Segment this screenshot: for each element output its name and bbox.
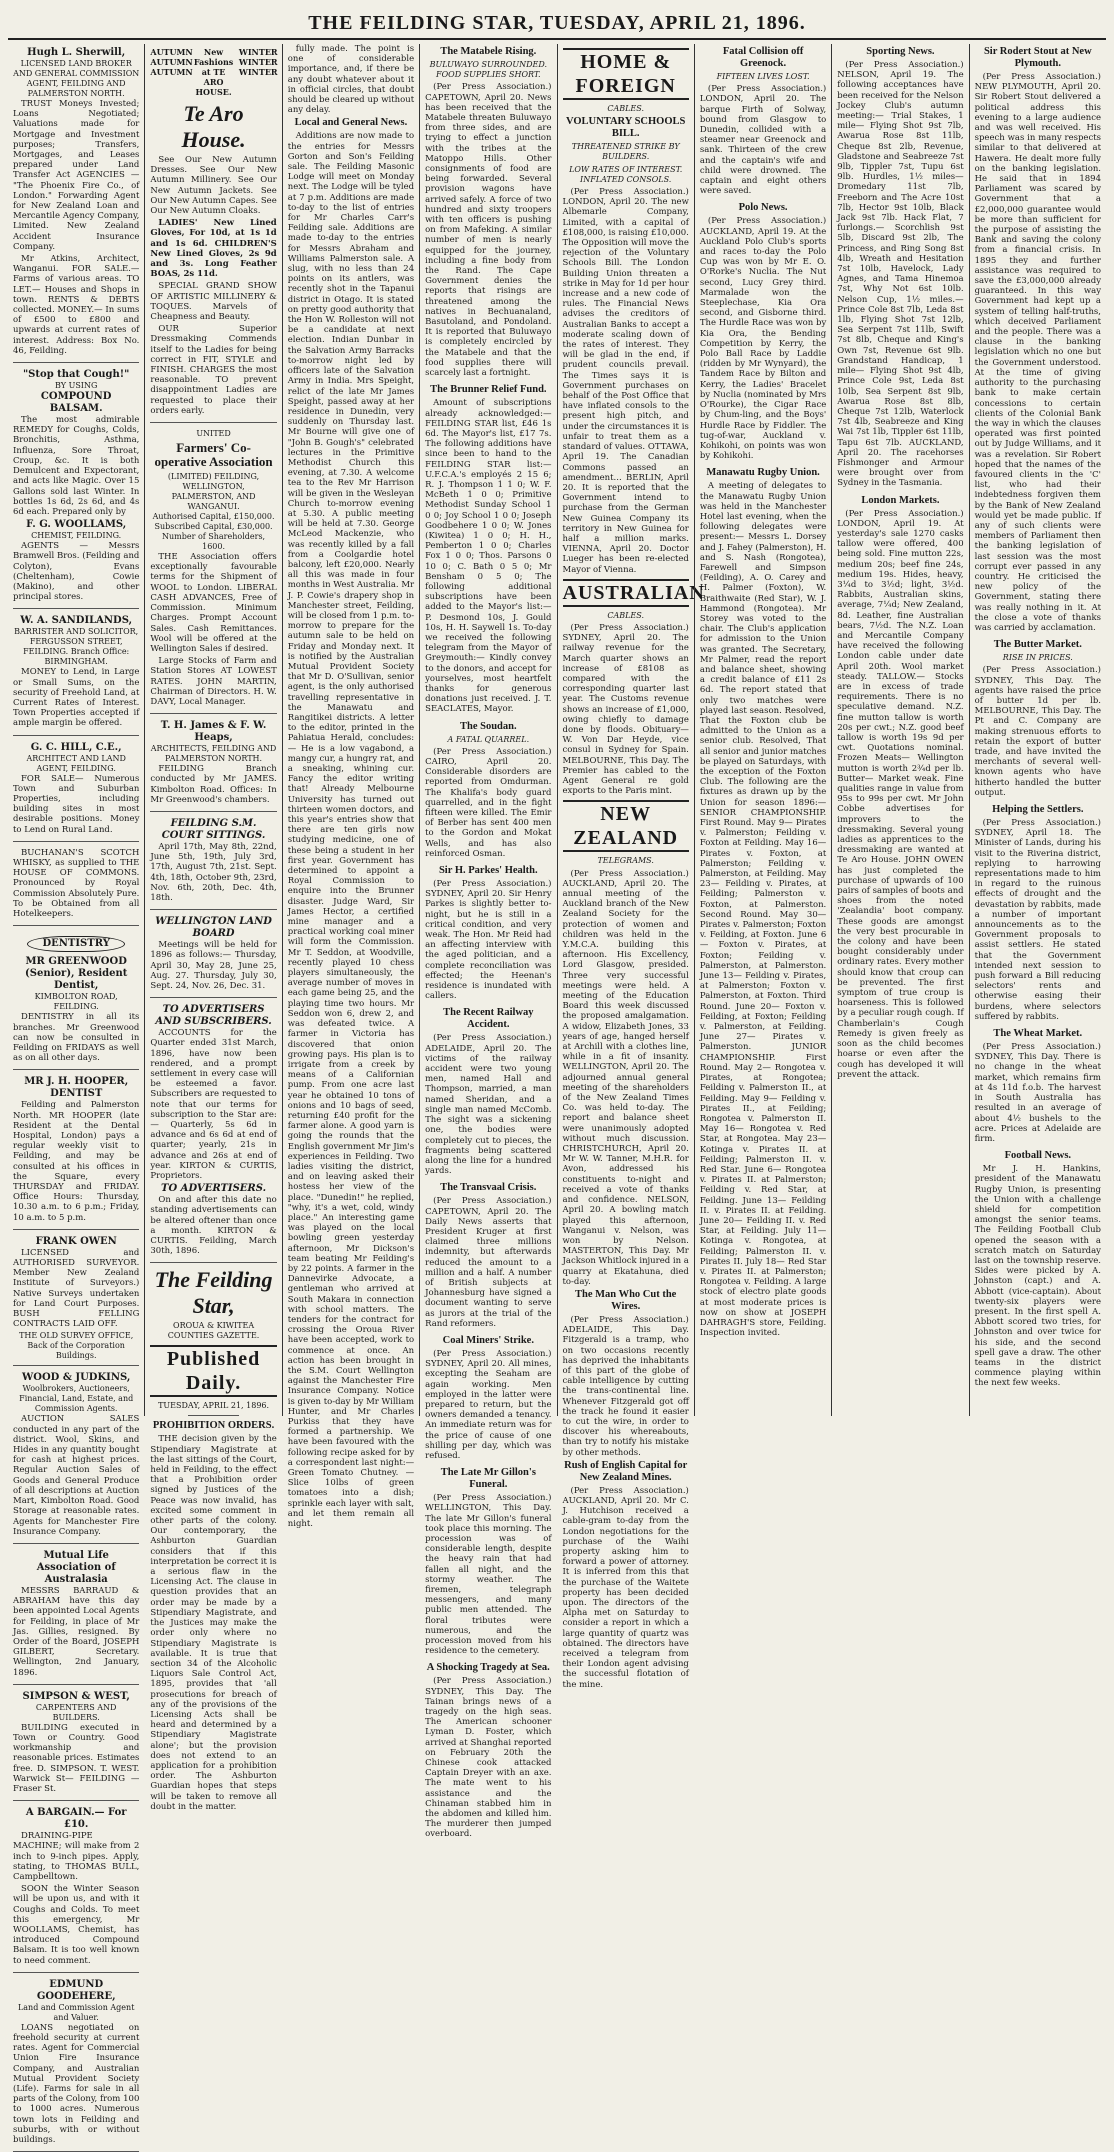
ad-text: See Our New Autumn Dresses. See Our New Autumn Millinery. See Our New Autumn Jackets. See Our New Autumn Capes. See Our New Autumn Cloaks. <box>150 155 277 217</box>
article <box>425 46 551 378</box>
banner-subtitle: CABLES. <box>607 104 645 113</box>
ad-text: BUILDING executed in Town or Country. Good workmanship and reasonable prices. Estimates free. D. SIMPSON. T. WEST. Warwick St— FEILDING — Fraser St. <box>13 1722 140 1794</box>
ad-advertisers <box>150 1001 276 1263</box>
banner-mid: New Fashions at TE ARO HOUSE. <box>193 47 234 97</box>
ad-text: DRAINING-PIPE MACHINE; will make from 2 inch to 9-inch pipes. Apply, stating, to THOMAS BULL, Campbelltown. <box>13 1831 140 1882</box>
article-heading: Polo News. <box>738 202 788 214</box>
ad-court-sittings <box>150 815 276 910</box>
article <box>700 467 826 1338</box>
ad-land-board <box>150 913 276 998</box>
article-text: (Per Press Association.) AUCKLAND, April 19. At the Auckland Polo Club's sports and races to-day the Polo Cup was won by Mr E. O. O'Rorke's Nuclia. The Nut second, Lucy Grey third. Marmalade won the Steeplechase, Kia Ora second, and Gisborne third. The Hurdle Race was won by Kia Ora, the Bending Competition by Kerry, the Polo Ball Race by Laddie (ridden by Mr Wynyard), the Tandem Race by Bilton and Kerry, the Ladies' Bracelet by Nuclia (nominated by Mrs O'Rourke), the Cigar Race by Chum-ling, and the Boys' Hurdle Race by Fiddler. The tug-of-war, Auckland v. Kohikohi, on points was won by Kohikohi. <box>699 216 827 462</box>
ad-name: Hugh L. Sherwill, <box>27 47 126 58</box>
paper-date: TUESDAY, APRIL 21, 1896. <box>158 1401 270 1411</box>
te-aro-banner-row <box>150 47 276 97</box>
ad-text: The most admirable REMEDY for Coughs, Colds, Bronchitis, Asthma, Influenza, Sore Throat, Croup, &c. It is both Demulcent and Expectorant, and acts like Magic. Over 15 Gallons sold last Winter. In bottles 1s 6d, 2s 6d, and 4s 6d each. Prepared only by <box>13 415 140 517</box>
columns <box>8 44 1106 2146</box>
article-text: (Per Press Association.) CAPETOWN, April 20. The Daily News asserts that President Kruger at first claimed three millions indemnity, but afterwards reduced the amount to a million and a half. A number of British subjects at Johannesburg have signed a document wanting to serve as jurors at the trial of the Rand reformers. <box>425 1196 552 1329</box>
column-8 <box>969 44 1106 1416</box>
ad-name: FEILDING S.M. COURT SITTINGS. <box>161 817 266 841</box>
paper-subtitle: OROUA & KIWITEA COUNTIES GAZETTE. <box>167 1321 260 1341</box>
new-zealand-banner: NEW ZEALAND <box>563 800 689 852</box>
article-text: (Per Press Association.) LONDON, April 19. At yesterday's sale 1270 casks tallow were offered, 400 being sold. Fine mutton 22s, medium 20s; beef fine 24s, medium 19s. Hides, heavy, 3¼d to 3½d; light, 3½d. Rabbits, Australian skins, average, 7¼d; New Zealand, 8d. Leather, fine Australian bears, 7½d. The N.Z. Loan and Mercantile Company have received the following London cable under date April 20th. Wool market steady. TALLOW.— Stocks are in excess of trade requirements. There is no speculative demand. N.Z. fine mutton tallow is worth 20s per cwt.; N.Z. good beef tallow is worth 19s 9d per cwt. Quotations nominal. Frozen Meats— Wellington mutton is worth 2¾d per lb. Butter— Market weak. Fine qualities range in value from 95s to 99s per cwt. Mr John Cobbe advertises for improvers to the dressmaking. Several young ladies as apprentices to the dressmaking are wanted at Te Aro House. JOHN OWEN has just completed the purchase of upwards of 100 pairs of samples of boots and shoes from the noted 'Zealandia' boot company. These goods are amongst the very best procurable in the colony and have been bought considerably under ordinary rates. Every mother should know that croup can be prevented. The first symptom of true croup is hoarseness. This is followed by a peculiar rough cough. If Chamberlain's Cough Remedy is given freely as soon as the child becomes hoarse or even after the cough has developed it will prevent the attack. <box>837 508 964 1080</box>
ad-name: "Stop that Cough!" <box>22 369 130 381</box>
ad-simpson-west <box>13 1688 139 1801</box>
article-text: (Per Press Association.) ADELAIDE, This Day. Fitzgerald is a tramp, who on two occasions recently has deprived the inhabitants of this part of the globe of cable intelligence by cutting the trans-continental line. Whenever Fitzgerald got off the track he found it easier to cut the wire, in order to discover his whereabouts, than try to notify his mistake by other methods. <box>562 1314 689 1458</box>
ad-hill <box>13 739 139 842</box>
article-heading: The Transvaal Crisis. <box>440 1182 537 1194</box>
ad-text: April 17th, May 8th, 22nd, June 5th, 19th, July 3rd, 17th, August 7th, 21st. Sept. 4th, 18th, October 9th, 23rd, Nov. 6th, 20th, Dec. 4th, 18th. <box>150 841 277 903</box>
article <box>837 495 963 1080</box>
ad-text: BUCHANAN'S SCOTCH WHISKY, as supplied to THE HOUSE OF COMMONS. Pronounced by Royal Commission Absolutely Pure. To be Obtained from all Hotelkeepers. <box>13 847 140 919</box>
ad-text: SOON the Winter Season will be upon us, and with it Coughs and Colds. To meet this emergency, Mr WOOLLAMS, Chemist, has introduced Compound Balsam. It is too well known to need comment. <box>13 1884 140 1966</box>
ad-text: ACCOUNTS for the Quarter ended 31st March, 1896, have now been rendered, and a prompt settlement in every case will be esteemed a favor. Subscribers are requested to note that our terms for subscription to the Star are:— Quarterly, 5s 6d in advance and 6s 6d at end of quarter; yearly, 21s in advance and 26s at end of year. KIRTON & CURTIS, Proprietors. <box>150 1028 277 1182</box>
ad-whisky <box>13 845 139 926</box>
ad-subtitle: UNITED <box>196 429 231 439</box>
ad-text: FOR SALE— Numerous Town and Suburban Properties, including building sites in most desirable positions. Money to Lend on Rural Land. <box>13 773 140 835</box>
ad-balsam <box>13 366 139 609</box>
masthead-title: THE FEILDING STAR, TUESDAY, APRIL 21, 1896. <box>308 12 806 34</box>
article-heading: VOLUNTARY SCHOOLS BILL. <box>566 116 686 140</box>
ad-text: LADIES' New Lined Gloves, For 10d, at 1s 1d and 1s 6d. CHILDREN'S New Lined Gloves, 2s 9d and 3s. Long Feather BOAS, 2s 11d. <box>150 218 277 280</box>
ad-name: MR GREENWOOD (Senior), Resident Dentist, <box>25 956 128 992</box>
article-text: (Per Press Association.) CAIRO, April 20. Considerable disorders are reported from Omdurman. The Khalifa's body guard quarrelled, and in the fight fifteen were killed. The Emir of Berber has sent 400 men to the Gordon and Mokat Wells, and has also reinforced Osman. <box>425 746 552 859</box>
home-foreign-banner: HOME & FOREIGN <box>563 48 689 100</box>
ad-greenwood <box>13 929 139 1070</box>
article-heading: The Butter Market. <box>993 639 1082 651</box>
ad-name: Farmers' Co-operative Association <box>154 440 273 470</box>
article-heading: Sir Rodert Stout at New Plymouth. <box>983 46 1092 69</box>
column-7 <box>831 44 968 1416</box>
article-text: Mr J. H. Hankins, president of the Manawatu Rugby Union, is presenting the Union with a challenge shield for competition amongst the senior teams. The Feilding Football Club opened the season with a scratch match on Saturday last on the township reserve. Sides were picked by A. Johnston (capt.) and A. Abbott (vice-captain). About twenty-six players were present. In the first spell A. Abbott scored two tries, for Johnston and over twice for his side, and the second spell gave a draw. The other teams in the district commence playing within the next few weeks. <box>974 1164 1101 1389</box>
article-heading: The Brunner Relief Fund. <box>430 384 547 396</box>
column-1 <box>8 44 144 2146</box>
article-subheading: LOW RATES OF INTEREST. INFLATED CONSOLS. <box>569 164 683 184</box>
ad-name: TO ADVERTISERS. <box>161 1183 267 1195</box>
divider <box>188 1415 239 1416</box>
column-6 <box>694 44 831 1416</box>
article <box>975 639 1101 798</box>
article-text: (Per Press Association.) ADELAIDE, April 20. The victims of the railway accident were two young men, named Hall and Thompson, married, a man named Sheridan, and a single man named McComb. The sight was a sickening one, the bodies were completely cut to pieces, the fragments being scattered along the line for a hundred yards. <box>425 1033 552 1177</box>
article-subheading: RISE IN PRICES. <box>1002 653 1073 663</box>
ad-product: COMPOUND BALSAM. <box>40 391 112 415</box>
column-5 <box>557 44 705 1690</box>
column-4 <box>419 44 556 1840</box>
ad-chemist: F. G. WOOLLAMS, <box>26 519 127 531</box>
column-2 <box>144 44 281 1812</box>
article-text: (Per Press Association.) SYDNEY, April 20. Sir Henry Parkes is slightly better to-night, but he is still in a critical condition, and very weak. The Hon. Mr Reid had an affecting interview with the aged politician, and a complete reconciliation was effected; the Heenan's residence is inundated with callers. <box>425 879 552 1002</box>
article <box>975 804 1101 1022</box>
article <box>425 1007 551 1176</box>
ad-name: FRANK OWEN <box>35 1235 117 1247</box>
article-text: (Per Press Association.) NEW PLYMOUTH, April 20. Sir Robert Stout delivered a political address this evening to a large audience and was well received. His speech was in many respects similar to that delivered at Hawera. He dealt more fully on the banking legislation. He said that in 1894 Parliament was scared by Government that a £2,000,000 guarantee would be more than sufficient for the purpose of assisting the Bank and saving the colony from a financial crisis. In 1895 they and further assistance was required to save the £3,000,000 already guaranteed. In this way Government had kept up a system of telling half-truths, which deceived Parliament and the people. There was a clause in the banking legislation which no one but the Government understood. At the time of giving authority to the purchasing bank to make certain concessions to certain clients of the Colonial Bank the way in which the clauses operated was first pointed out by Judge Williams, and it was a revelation. Sir Robert hoped that the names of the favoured clients in the 'C' list, who had their indebtedness forgiven them by the Bank of New Zealand would yet be made public. If any of such clients were members of Parliament then the banking legislation of last session was the most corrupt ever passed in any country. He criticised the new policy of the Government, stating there was really nothing in it. At the close a vote of thanks was carried by acclamation. <box>974 72 1101 633</box>
article-text: (Per Press Association.) NELSON, April 19. The following acceptances have been received for the Nelson Jockey Club's autumn meeting:— Trial Stakes, 1 mile— Flying Shot 9st 7lb, Awarua Rose 8st 11lb, Cheque 8st 2lb, Revenue, Gladstone and Seabreeze 7st 9lb, Tippler 7st, Tupu 6st 9lb. Hurdles, 1½ miles— Dromedary 11st 7lb, Freeborn and The Acre 10st 7lb, Hector 9st 10lb, Black Jack 9st 7lb. Hack Flat, 7 furlongs.— Scorchlish 9st 5lb, Discard 9st 2lb, The Princess, and Ring Song 8st 4lb, Wreath and Hesitation 7st 10lb, Havelock, Lady Agnes, and Tama Hinemoa 7st, Why Not 6st 10lb. Nelson Cup, 1½ miles.— Prince Cole 8st 7lb, Leda 8st 1lb, Flying Shot 7st 12lb, Sea Serpent 7st 11lb, Swift 7st 8lb, Cheque and King's Own 7st, Revenue 6st 9lb. Grandstand Handicap, 1 mile— Flying Shot 9st 4lb, Prince Cole 9st, Leda 8st 10lb, Sea Serpent 8st 9lb, Awarua Rose 8st 8lb, Cheque 7st 12lb, Waterlock 7st 4lb, Seabreeze and King Wai 7st 1lb, Tippler 6st 11lb, Tapu 6st 7lb. AUCKLAND, April 20. The racehorses Fishmonger and Armour were brought over from Sydney in the Tasmania. <box>837 60 964 489</box>
article <box>425 721 551 859</box>
article-heading: The Late Mr Gillon's Funeral. <box>440 1467 536 1491</box>
te-aro-title: Te Aro House. <box>181 101 246 152</box>
article-subheading: BULUWAYO SURROUNDED. FOOD SUPPLIES SHORT. <box>429 60 548 80</box>
article-heading: Local and General News. <box>294 117 408 129</box>
ad-name: MR J. H. HOOPER, DENTIST <box>24 1076 129 1100</box>
ad-james-heaps <box>150 717 276 812</box>
article-heading: Sporting News. <box>866 46 935 57</box>
ad-text: LICENSED and AUTHORISED SURVEYOR. Member New Zealand Institute of Surveyors.) Native Surveys undertaken for Land Court Purposes. BUSH FELLING CONTRACTS LAID OFF. <box>13 1247 140 1330</box>
banner-left: AUTUMN AUTUMN AUTUMN <box>150 47 193 77</box>
article-heading: The Recent Railway Accident. <box>443 1007 534 1031</box>
ad-name: G. C. HILL, C.E., <box>30 741 122 753</box>
article <box>425 865 551 1001</box>
ad-name: A BARGAIN.— For £10. <box>25 1807 127 1831</box>
ad-text: THE Association offers exceptionally favourable terms for the Shipment of WOOL to London. LIBERAL CASH ADVANCES, Free of Commission. Minimum Charges. Prompt Account Sales. Cash Remittances. Wool will be offered at the Wellington Sales if desired. <box>150 552 277 654</box>
article <box>425 1182 551 1329</box>
ad-mutual-life <box>13 1547 139 1685</box>
article-subheading: FIFTEEN LIVES LOST. <box>716 72 810 81</box>
ad-place: CHEMIST, FEILDING. <box>31 531 122 541</box>
ad-text: DENTISTRY in all its branches. Mr Greenwood can now be consulted in Feilding on FRIDAYS as well as on all other days. <box>13 1012 140 1064</box>
ad-wood-judkins <box>13 1369 139 1543</box>
article-heading: Helping the Settlers. <box>992 804 1084 816</box>
article <box>975 1028 1101 1144</box>
article <box>975 46 1101 633</box>
ad-subtitle: Land and Commission Agent and Valuer. <box>17 2002 135 2022</box>
ad-hooper <box>13 1073 139 1229</box>
ad-sandilands <box>13 612 139 735</box>
article <box>425 1662 551 1839</box>
ad-text: Mr Atkins, Architect, Wanganui. FOR SALE.— Farms of various areas. TO LET.— Houses and Shops in town. RENTS & DEBTS collected. MONEY.— In sums of £500 to £800 and upwards at current rates of interest. Address: Box No. 46, Feilding. <box>13 254 140 356</box>
ad-farmers-coop <box>150 426 276 714</box>
article-text: (Per Press Association.) SYDNEY, This Day. There is no change in the wheat market, which remains firm at 4s 11d f.o.b. The harvest in South Australia has resulted in an average of about 4½ bushels to the acre. Prices at Adelaide are firm. <box>974 1042 1101 1144</box>
article-text: (Per Press Association.) SYDNEY, This Day. The Tainan brings news of a tragedy on the high seas. The American schooner Lyman D. Foster, which arrived at Shanghai reported on February 20th the Chinese cook attacked Captain Dreyer with an axe. The mate went to his assistance and the Chinaman stabbed him in the abdomen and killed him. The murderer then jumped overboard. <box>425 1676 552 1840</box>
editorial-heading: PROHIBITION ORDERS. <box>152 1420 275 1432</box>
paper-title: The Feilding Star, <box>154 1267 273 1319</box>
article-heading: Fatal Collision off Greenock. <box>722 46 804 69</box>
article <box>837 46 963 489</box>
ad-name: T. H. James & F. W. Heaps, <box>160 720 267 744</box>
article-heading: Coal Miners' Strike. <box>442 1334 534 1346</box>
ad-name: Mutual Life Association of Australasia <box>36 1549 116 1585</box>
ad-bargain <box>13 1804 139 1973</box>
banner-right: WINTER WINTER WINTER <box>238 47 278 77</box>
article-heading: The Man Who Cut the Wires. <box>575 1288 677 1312</box>
ad-subtitle: LICENSED LAND BROKER AND GENERAL COMMISSION AGENT, FEILDING AND PALMERSTON NORTH. <box>13 59 140 98</box>
ad-goodehere <box>13 1976 139 2152</box>
masthead <box>0 0 1114 40</box>
article-heading: London Markets. <box>861 494 940 506</box>
ad-text: AGENTS — Messrs Bramwell Bros. (Feilding and Colyton), Evans (Cheltenham), Cowie (Makino), and other principal stores. <box>13 541 140 603</box>
article-text: Additions are now made to the entries for Messrs Gorton and Son's Feilding sale. The Feilding Masonic Lodge will meet on Monday next. The Lodge will be tyled at 7 p.m. Additions are made to-day to the list of entries for Mr Charles Carr's Feilding sale. Additions are made to-day to the entries for Messrs Abraham and Williams Palmerston sale. A slug, with no less than 24 points on its antlers, was recently shot in the Tapanui district in Otago. It is stated on pretty good authority that the Hon W. Rolleston will not be a candidate at next election. Indian Dunbar in the Salvation Army Barracks to-morrow night led by officers late of the Salvation Army in India. Mrs Speight, relict of the late Mr James Speight, passed away at her residence in Dunedin, very suddenly on Thursday last. Mr Bourne will give one of "John B. Gough's" celebrated lectures in the Primitive Methodist Church this evening, at 7.30. A welcome tea to the Rev Mr Harrison will be given in the Wesleyan Church to-morrow evening at 5.30. A public meeting will be held at 7.30. George McLeod Mackenzie, who was recently killed by a fall from a Coolgardie hotel balcony, left £20,000. Nearly all this was made in four months in West Australia. Mr J. P. Cowie's drapery shop in Manchester street, Feilding, will be closed from 1 p.m. to-morrow to prepare for the autumn sale to be held on Friday and Monday next. It is notified by the Australian Mutual Provident Society that Mr D. O'Sullivan, senior agent, is the only authorised travelling representative in the Manawatu and Rangitikei districts. A letter to the editor, printed in the Pahiatua Herald, concludes:— He is a low vagabond, a mangy cur, a hungry rat, and a sneaking, whining cur. Fancy the editor writing that! Already Melbourne University has turned out thirteen women doctors, and this year's entries show that there are ten girls now studying medicine, one of these being a student in her first year. Government has determined to appoint a Royal Commission to enquire into the Brunner disaster. Judge Ward, Sir James Hector, a certified mine manager and a practical working coal miner will form the Commission. Mr T. Seddon, at Woodville, recently played 10 chess players simultaneously, the average number of moves in each game being 25, and the playing time two hours. Mr Seddon won 6, drew 2, and was defeated twice. A farmer in Victoria has discovered that onion growing pays. His plan is to irrigate from a creek by means of a Californian pump. From one acre last year he obtained 10 tons of onions and 10 bags of seed, returning £40 profit for the farmer alone. A good yarn is going the rounds that the English government Mr Jim's experiences in Feilding. Two ladies visiting the district, and on leaving asked their hostess her view of the place. "Dunedin!" he replied, "why, it's a wet, cold, windy place." An interesting game was played on the local bowling green yesterday afternoon, Mr Dickson's team beating Mr Feilding's by 22 points. A farmer in the Dannevirke Advocate, a gentleman who arrived at South Makara in connection with school matters. The tenders for the contract for crossing the Oroua River have been accepted, work to commence at once. An action has been brought in the S.M. Court Wellington against the Manchester Fire Insurance Company. Notice is given to-day by Mr William Hunter, and Mr Charles Purkiss that they have formed a partnership. We have been favoured with the following recipe asked for by a correspondent last night:— Green Tomato Chutney. — Slice 10lbs of green tomatoes into a dish; sprinkle each layer with salt, and let them remain all night. <box>287 131 415 1530</box>
article-text: (Per Press Association.) AUCKLAND, April 20. Mr C. J. Hutchison received a cable-gram to-day from the London negotiations for the purchase of the Waihi property asking him to forward a power of attorney. It is inferred from this that the purchase of the Waitete property has been decided upon. The directors of the Alpha met on Saturday to consider a report in which a large quantity of quartz was obtained. The directors have received a telegram from their London agent advising the successful flotation of the mine. <box>562 1485 689 1690</box>
article-heading: Manawatu Rugby Union. <box>706 467 820 479</box>
article <box>425 384 551 714</box>
article-heading: Football News. <box>1004 1150 1072 1162</box>
ad-text: MONEY to Lend, in Large or Small Sums, on the security of Freehold Land, at Current Rates of Interest. Town Properties accepted if ample margin be offered. <box>13 667 140 729</box>
article-text: (Per Press Association.) CAPETOWN, April 20. News has been received that the Matabele threaten Buluwayo from three sides, and are trying to effect a junction with the tribes at the Matoppo Hills. Other consignments of food are being forwarded. Several provision wagons have arrived safely. A force of two hundred and sixty troopers with ten officers is pushing on from Mafeking. A similar number of men is nearly equipped for the journey, including a fine body from the Rand. The Cape Government denies the reports that risings are threatened among the natives in Bechuanaland, Basutoland, and Pondoland. It is reported that Buluwayo is completely encircled by the Matabele and that the food supplies there will scarcely last a fortnight. <box>425 82 552 379</box>
article <box>700 46 826 196</box>
masthead-rule <box>8 38 1106 40</box>
article <box>975 1150 1101 1388</box>
ad-subtitle: BY USING <box>55 381 98 391</box>
ad-te-aro-house <box>150 44 276 423</box>
ad-capital: Authorised Capital, £150,000. Subscribed Capital, £30,000. Number of Shareholders, 1600. <box>152 512 275 552</box>
ad-text: OUR Superior Dressmaking Commends itself to the Ladies for being correct in FIT, STYLE and FINISH. CHARGES the most reasonable. TO prevent disappointment Ladies are requested to place their orders early. <box>150 324 277 416</box>
ad-subtitle: ARCHITECT AND LAND AGENT, FEILDING. <box>26 753 126 773</box>
article-heading: The Wheat Market. <box>993 1028 1083 1040</box>
article-heading: Sir H. Parkes' Health. <box>438 865 538 877</box>
article-heading: The Matabele Rising. <box>440 46 537 57</box>
ad-address: KIMBOLTON ROAD, FEILDING. <box>34 992 118 1012</box>
ad-owen <box>13 1233 139 1367</box>
banner-subtitle: TELEGRAMS. <box>597 856 654 866</box>
ad-subtitle: ARCHITECTS, FEILDING AND PALMERSTON NORTH. <box>150 744 277 764</box>
paper-nameplate <box>150 1267 276 1812</box>
ad-name: W. A. SANDILANDS, <box>20 615 133 627</box>
ad-subtitle: Woolbrokers, Auctioneers, Financial, Land, Estate, and Commission Agents. <box>19 1384 134 1414</box>
ad-subtitle: BARRISTER AND SOLICITOR, FERGUSSON STREET, FEILDING. Branch Office: BIRMINGHAM. <box>14 627 139 667</box>
article <box>425 1335 551 1461</box>
ad-subtitle: (LIMITED) FEILDING, WELLINGTON, PALMERSTON, AND WANGANUI. <box>167 472 260 512</box>
article-text: (Per Press Association.) AUCKLAND, April 20. The annual meeting of the Auckland branch of the New Zealand Society for the protection of women and children was held in the Y.M.C.A. building this afternoon. His Excellency, Lord Glasgow, presided. Three very successful meetings were held. A meeting of the Education Board this week discussed the proposed amalgamation. A widow, Elizabeth Jones, 33 years of age, hanged herself at Archill with a clothes line, while in a fit of insanity. WELLINGTON, April 20. The adjourned annual general meeting of the shareholders of the New Zealand Times Co. was held to-day. The report and balance sheet were unanimously adopted without much discussion. CHRISTCHURCH, April 20. Mr W. W. Tanner, M.H.R. for Avon, addressed his constituents to-night and received a vote of thanks and confidence. NELSON, April 20. A bowling match played this afternoon, Wanganui v. Nelson, was won by Nelson. MASTERTON, This Day. Mr Jackson Whitlock injured in a quarry at Ekatahuna, died to-day. <box>562 868 689 1287</box>
article <box>700 202 826 461</box>
article-text: (Per Press Association.) LONDON, April 20. The new Albemarle Company, Limited, with a capital of £108,000, is raising £10,000. The Opposition will move the rejection of the Voluntary Schools Bill. The London Building Union threaten a strike in May for 1d per hour increase and a new code of rules. The Financial News advises the creditors of Australian Banks to accept a moderate scaling down of the rates of interest. They will be glad in the end, if prudent councils prevail. The Times says it is Government purchases on behalf of the Post Office that have inflated consols to the present high pitch, and under the circumstances it is unfair to treat them as a standard of values. OTTAWA, April 19. The Canadian Commons passed an amendment... BERLIN, April 20. It is reported that the Government intend to purchase from the German New Guinea Company its territory in New Guinea for half a million marks. VIENNA, April 20. Doctor Lueger has been re-elected Mayor of Vienna. <box>562 187 689 575</box>
ad-text: Large Stocks of Farm and Station Stores AT LOWEST RATES. JOHN MARTIN, Chairman of Directors. H. W. DAVY, Local Manager. <box>150 656 277 707</box>
ad-text: MESSRS BARRAUD & ABRAHAM have this day been appointed Local Agents for Feilding, in place of Mr Jas. Gillies, resigned. By Order of the Board, JOSEPH GILBERT, Secretary. Wellington, 2nd January, 1896. <box>13 1585 140 1678</box>
ad-text: Feilding and Palmerston North. MR HOOPER (late Resident at the Dental Hospital, London) pays a regular weekly visit to Feilding, and may be consulted at his offices in the Square, every THURSDAY and FRIDAY. Office Hours: Thursday, 10.30 a.m. to 6 p.m.; Friday, 10 a.m. to 5 p.m. <box>13 1100 140 1223</box>
article-text: (Per Press Association.) LONDON, April 20. The barque Firth of Solway, bound from Glasgow to Dunedin, collided with a steamer near Greenock and sank. Thirteen of the crew and the captain's wife and child were drowned. The captain and eight others were saved. <box>699 84 827 197</box>
article-text: fully made. The point is one of considerable importance, and, if there be any doubt whatever about it in official circles, that doubt should be cleared up without any delay. <box>287 44 415 116</box>
article-text: (Per Press Association.) SYDNEY, This Day. The agents have raised the price of butter 1d per lb. MELBOURNE, This Day. The Pt and C. Company are making strenuous efforts to retain the export of butter trade, and have invited the merchants of several well-known agents who have hitherto handled the butter output. <box>974 665 1101 798</box>
article-subheading: THREATENED STRIKE BY BUILDERS. <box>571 142 680 162</box>
article-heading: The Soudan. <box>460 720 517 732</box>
article-heading: A Shocking Tragedy at Sea. <box>426 1662 550 1674</box>
ad-text: FEILDING Branch conducted by Mr JAMES. Kimbolton Road. Offices: In Mr Greenwood's chambers. <box>150 764 277 805</box>
article-text: Amount of subscriptions already acknowledged:— FEILDING STAR list, £46 1s 6d. The Mayor's list, £17 7s. The following additions have since been to hand to the FEILDING STAR list:— U.F.C.A.'s employés 2 15 6; R. J. Thompson 1 1 0; W. F. McBeth 1 0 0; Primitive Methodist Sunday School 1 0 0; Joy School 1 0 0; Joseph Goodbehere 1 0 0; W. Jones (Kiwitea) 1 0 0; H. H., Pemberton 1 0 0; Charles Fox 1 0 0; Thos. Parsons 0 10 0; C. Bath 0 5 0; Mr Bensham 0 5 0; The following additional subscriptions have been added to the Mayor's list:— P. Desmond 10s, J. Gould 10s, H. H. Saywell 1s. To-day we received the following telegram from the Mayor of Greymouth:— Kindly convey to the donors, and accept for yourselves, most heartfelt thanks for generous donations just received. J. T. SEACLATES, Mayor. <box>425 398 552 715</box>
ad-name: WOOD & JUDKINS, <box>22 1372 131 1384</box>
ad-name: TO ADVERTISERS AND SUBSCRIBERS. <box>155 1004 272 1028</box>
ad-subtitle: CARPENTERS AND BUILDERS. <box>35 1702 117 1722</box>
ad-text: TRUST Moneys Invested; Loans Negotiated; Valuations made for Mortgage and Investment purposes; Transfers, Mortgages, and Leases prepared under Land Transfer Act AGENCIES — "The Phoenix Fire Co., of London." Forwarding Agent for New Zealand Loan and Mercantile Agency Company, Limited. New Zealand Accident Insurance Company. <box>13 99 140 252</box>
article-text: (Per Press Association.) SYDNEY, April 18. The Minister of Lands, during his visit to the Riverina district, replying to harrowing representations made to him in regard to the ruinous effects of drought and the devastation by rabbits, made a number of important announcements as to the Government proposals to assist settlers. He stated that the Government intended next session to push forward a Bill reducing selectors' rents and otherwise easing their burdens, where selectors suffered by rabbits. <box>974 818 1101 1022</box>
article-text: A meeting of delegates to the Manawatu Rugby Union was held in the Manchester Hotel last evening, when the following delegates were present:— Messrs L. Dorsey and J. Fahey (Palmerston), H. and S. Nash (Rongotea), Farewell and Simpson (Feilding), A. O. Carey and H. Palmer (Foxton), W. Braithwaite (Red Star), W. J. Hammond (Rongotea). Mr Storey was voted to the chair. The Club's application for admission to the Union was granted. The Secretary, Mr Palmer, read the report and balance sheet, showing a credit balance of £11 2s 6d. The report stated that only two matches were played last season. Resolved, That the Foxton club be admitted to the Union as a senior club. Resolved, That all senior and junior matches be played on Saturdays, with the exception of the Foxton Club. The following are the fixtures as drawn up by the Union for season 1896:— SENIOR CHAMPIONSHIP. First Round. May 9— Pirates v. Palmerston; Feilding v. Foxton at Feilding. May 16— Pirates v. Foxton, at Palmerston; Feilding v. Palmerston, at Feilding. May 23— Feilding v. Pirates, at Feilding; Palmerston v. Foxton, at Palmerston. Second Round. May 30— Pirates v. Palmerston; Foxton v. Feilding, at Foxton. June 6— Foxton v. Pirates, at Foxton; Feilding v. Palmerston, at Palmerston. June 13— Feilding v. Pirates, at Palmerston; Foxton v. Palmerston, at Foxton. Third Round. June 20— Foxton v. Feilding, at Foxton; Feilding v. Palmerston, at Feilding. June 27— Pirates v. Palmerston. JUNIOR CHAMPIONSHIP. First Round. May 2— Rongotea v. Pirates, at Rongotea; Feilding v. Palmerston II., at Feilding. May 9— Feilding v. Pirates II., at Feilding; Rongotea v. Palmerston II. May 16— Rongotea v. Red Star, at Rongotea. May 23— Kotinga v. Pirates II. at Feilding; Palmerston II. v. Red Star. June 6— Rongotea v. Pirates II. at Palmerston; Feilding v. Red Star, at Feilding. June 13— Feilding II. v. Pirates II. at Feilding. June 20— Feilding II. v. Red Star, at Feilding. July 11— Kotinga v. Rongotea, at Feilding; Palmerston II. v. Pirates II. July 18— Red Star v. Pirates II. at Palmerston; Rongotea v. Feilding. A large stock of electro plate goods at most moderate prices is now on show at JOSEPH DAHRAGH'S store, Feilding. Inspection invited. <box>699 481 827 1339</box>
dentistry-banner: DENTISTRY <box>27 936 125 952</box>
ad-text: On and after this date no standing advertisements can be altered oftener than once a month. KIRTON & CURTIS. Feilding, March 30th, 1896. <box>150 1195 277 1257</box>
ad-text: Meetings will be held for 1896 as follows:— Thursday, April 30, May 28, June 25, Aug. 27. Thursday, July 30, Sept. 24, Nov. 26, Dec. 31. <box>150 940 277 991</box>
ad-text: LOANS negotiated on freehold security at current rates. Agent for Commercial Union Fire Insurance Company, and Australian Mutual Provident Society (Life). Farms for sale in all parts of the Colony, from 100 to 1000 acres. Numerous town lots in Feilding and suburbs, with or without buildings. <box>13 2022 140 2146</box>
ad-name: SIMPSON & WEST, <box>22 1690 130 1702</box>
ad-name: EDMUND GOODEHERE, <box>36 1978 116 2002</box>
ad-text: SPECIAL GRAND SHOW OF ARTISTIC MILLINERY & TOQUES. Marvels of Cheapness and Beauty. <box>150 281 277 323</box>
ad-name: WELLINGTON LAND BOARD <box>155 916 272 940</box>
ad-sherwill <box>13 44 139 363</box>
ad-text: AUCTION SALES conducted in any part of the district. Wool, Skins, and Hides in any quantity bought for cash at highest prices. Regular Auction Sales of Goods and General Produce of all descriptions at Auction Mart, Kimbolton Road. Good Storage at reasonable rates. Agents for Manchester Fire Insurance Company. <box>13 1414 140 1537</box>
paper-daily: Published Daily. <box>150 1345 276 1397</box>
australian-banner: AUSTRALIAN <box>563 579 689 607</box>
column-3 <box>282 44 419 1530</box>
article-text: (Per Press Association.) SYDNEY, April 20. All mines, excepting the Seaham are again working. Men employed in the latter were prepared to return, but the owners demanded a tenancy. An immediate return was for the price of cause of one shilling per day, which was refused. <box>425 1348 552 1461</box>
article-text: (Per Press Association.) WELLINGTON, This Day. The late Mr Gillon's funeral took place this morning. The procession was of considerable length, despite the heavy rain that had fallen all night, and the stormy weather. The firemen, telegraph messengers, and many public men attended. The floral tributes were numerous, and the procession moved from his residence to the cemetery. <box>425 1493 552 1657</box>
article-heading: Rush of English Capital for New Zealand Mines. <box>564 1459 688 1483</box>
article <box>425 1467 551 1656</box>
editorial-text: THE decision given by the Stipendiary Magistrate at the last sittings of the Court, held in Feilding, to the effect that a Prohibition order signed by Justices of the Peace was now invalid, has excited some comment in other parts of the colony. Our contemporary, the Ashburton Guardian considers that if this interpretation be correct it is a serious flaw in the Licensing Act. The clause in question provides that an order may be made by a Stipendiary Magistrate, and the Justices may make the order only where no Stipendiary Magistrate is available. It is true that section 34 of the Alcoholic Liquors Sale Control Act, 1895, provides that 'all prosecutions for breach of any of the provisions of the Licensing Acts shall be heard and determined by a Stipendiary Magistrate alone'; but the provision does not extend to an application for a prohibition order. The Ashburton Guardian hopes that steps will be taken to remove all doubt in the matter. <box>150 1434 277 1812</box>
article-subheading: A FATAL QUARREL. <box>447 734 530 744</box>
banner-subtitle: CABLES. <box>607 610 645 620</box>
ad-address: THE OLD SURVEY OFFICE, Back of the Corporation Buildings. <box>19 1331 134 1361</box>
article-text: (Per Press Association.) SYDNEY, April 20. The railway revenue for the March quarter shows an increase of £8108 as compared with the corresponding quarter last year. The Customs revenue shows an increase of £1,000, owing chiefly to damage done by floods. Obituary— W. Von Dar Heyde, vice consul in Sydney for Spain. MELBOURNE, This Day. The Premier has cabled to the Agent General re gold exports to the Paris mint. <box>562 622 689 797</box>
